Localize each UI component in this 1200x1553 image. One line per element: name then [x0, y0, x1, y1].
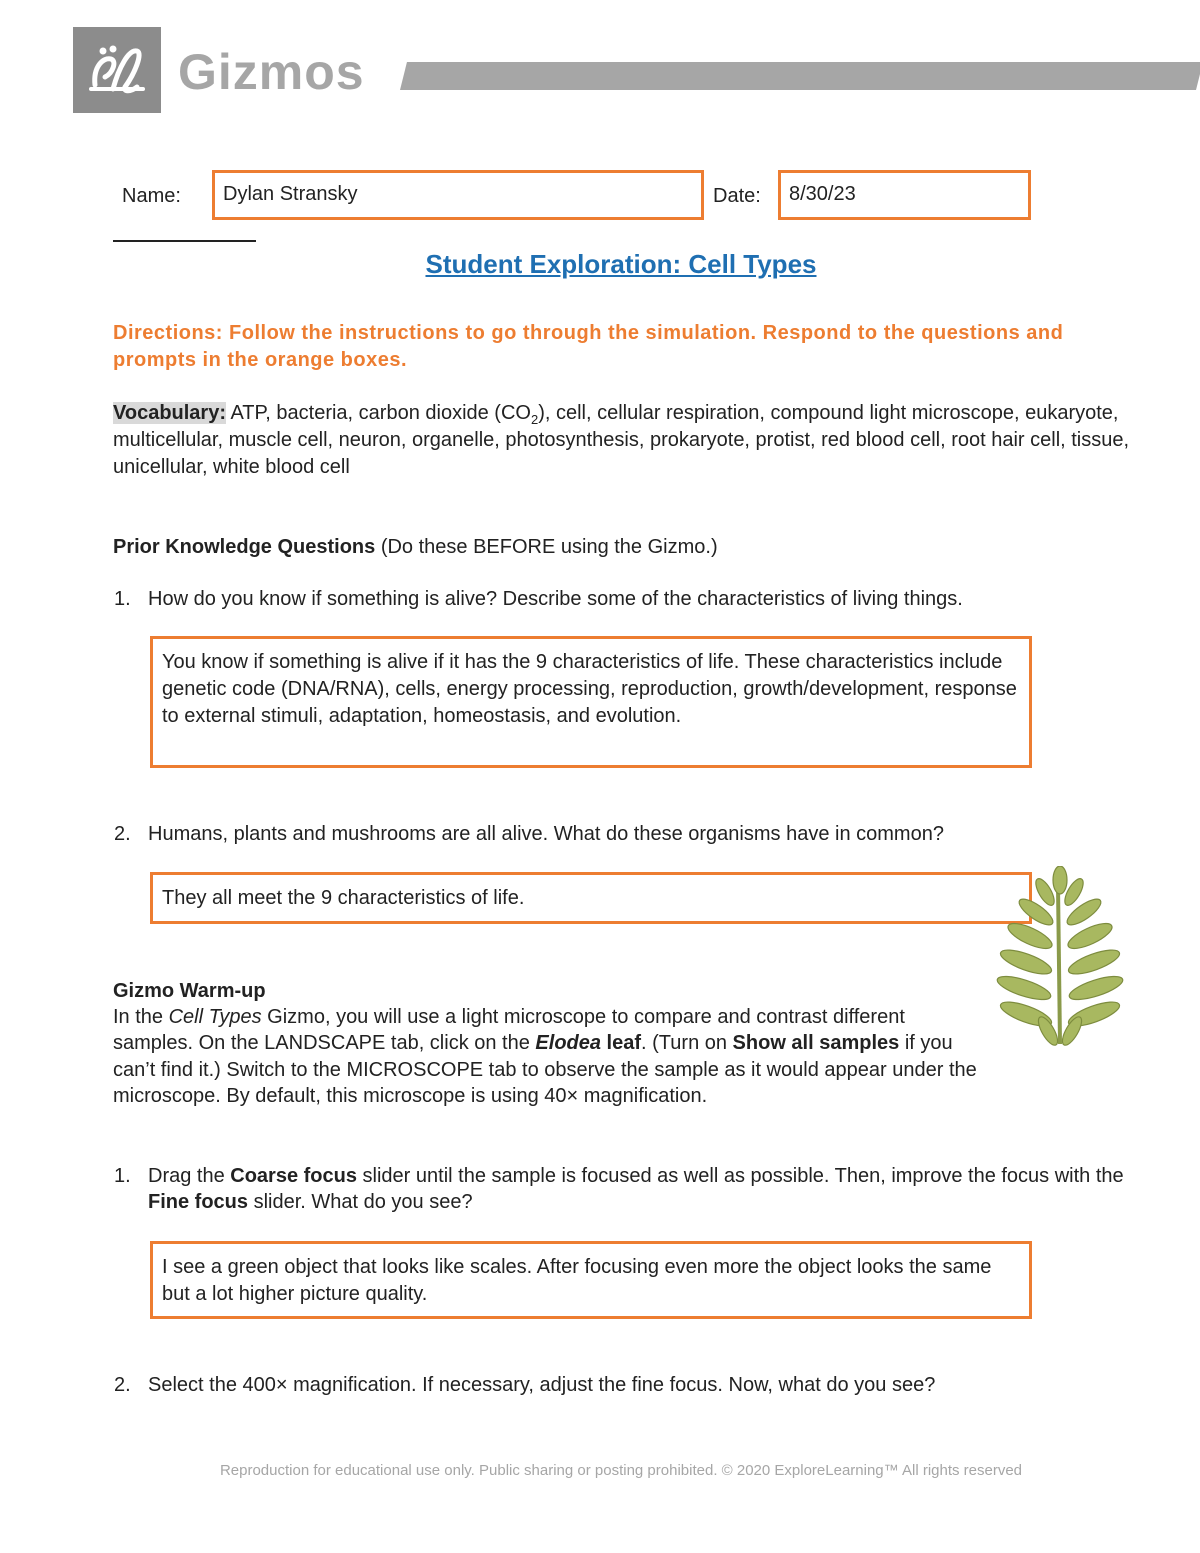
leaf-term: leaf [601, 1032, 642, 1055]
elodea-plant-icon [990, 866, 1130, 1046]
gizmo-name: Cell Types [168, 1006, 262, 1028]
prior-knowledge-heading [113, 534, 718, 561]
show-all-samples-term: Show all samples [732, 1032, 900, 1055]
question-text-part: slider until the sample is focused as well as possible. Then, improve the focus with the [356, 1165, 1124, 1187]
question-text [148, 1163, 1138, 1215]
warmup-text-3: . (Turn on [641, 1032, 733, 1055]
prior-knowledge-note: (Do these BEFORE using the Gizmo.) [375, 536, 718, 558]
answer-box[interactable] [150, 872, 1032, 924]
date-label: Date: [713, 185, 761, 207]
question-text-part: Drag the [148, 1165, 231, 1187]
warmup-paragraph [113, 1004, 983, 1110]
header-bar [400, 62, 1200, 90]
question-number: 1. [114, 1165, 131, 1187]
answer-box[interactable] [150, 1241, 1032, 1319]
question-text-part: slider. What do you see? [248, 1191, 473, 1213]
underline-rule [113, 240, 256, 242]
elodea-term: Elodea [535, 1032, 601, 1055]
question-number: 1. [114, 588, 131, 610]
answer-text: I see a green object that looks like scales. After focusing even more the object looks the same but a lot higher picture quality. [162, 1256, 992, 1305]
warmup-title: Gizmo Warm-up [113, 980, 266, 1002]
fine-focus-term: Fine focus [148, 1191, 249, 1213]
vocabulary-text-1: ATP, bacteria, carbon dioxide (CO [226, 402, 531, 424]
co2-subscript: 2 [530, 412, 539, 427]
name-field[interactable] [212, 170, 704, 220]
question-number: 2. [114, 1374, 131, 1396]
question-text: Humans, plants and mushrooms are all alive. What do these organisms have in common? [148, 823, 944, 845]
footer-copyright: Reproduction for educational use only. Public sharing or posting prohibited. © 2020 ExploreLearning™ All rights reserved [219, 1462, 1023, 1479]
page-title: Student Exploration: Cell Types [425, 249, 817, 279]
vocabulary-paragraph [113, 400, 1133, 481]
brand-name: Gizmos [178, 44, 365, 100]
answer-text: They all meet the 9 characteristics of life. [162, 887, 525, 909]
question-text: How do you know if something is alive? Describe some of the characteristics of living things. [148, 588, 963, 610]
name-label: Name: [122, 185, 181, 207]
answer-box[interactable] [150, 636, 1032, 768]
date-value: 8/30/23 [789, 183, 856, 205]
question-number: 2. [114, 823, 131, 845]
vocabulary-text-2: ), cell, cellular respiration, compound light microscope, eukaryote, multicellular, muscle cell, neuron, organelle, photosynthesis, prokaryote, protist, red blood cell, root hair cell, tissue, unicellular, white blood cell [113, 402, 1130, 478]
warmup-heading [113, 978, 266, 1005]
vocabulary-label: Vocabulary: [113, 402, 226, 424]
warmup-text-1: In the [113, 1006, 169, 1028]
warmup-text-2: Gizmo, you will use a light microscope to compare and contrast different samples. On the LANDSCAPE tab, click on the [113, 1006, 905, 1055]
explorelearning-logo-icon [73, 27, 161, 113]
answer-text: You know if something is alive if it has the 9 characteristics of life. These characteristics include genetic code (DNA/RNA), cells, energy processing, reproduction, growth/development, response to external stimuli, adaptation, homeostasis, and evolution. [162, 651, 1017, 727]
question-text: Select the 400× magnification. If necessary, adjust the fine focus. Now, what do you see? [148, 1374, 936, 1396]
directions-text: Directions: Follow the instructions to go through the simulation. Respond to the questions and prompts in the orange boxes. [113, 322, 1064, 371]
prior-knowledge-title: Prior Knowledge Questions [113, 536, 376, 558]
name-value: Dylan Stransky [223, 183, 358, 205]
date-field[interactable] [778, 170, 1031, 220]
coarse-focus-term: Coarse focus [230, 1165, 357, 1187]
warmup-text-4: if you can’t find it.) Switch to the MICROSCOPE tab to observe the sample as it would appear under the microscope. By default, this microscope is using 40× magnification. [113, 1032, 977, 1108]
